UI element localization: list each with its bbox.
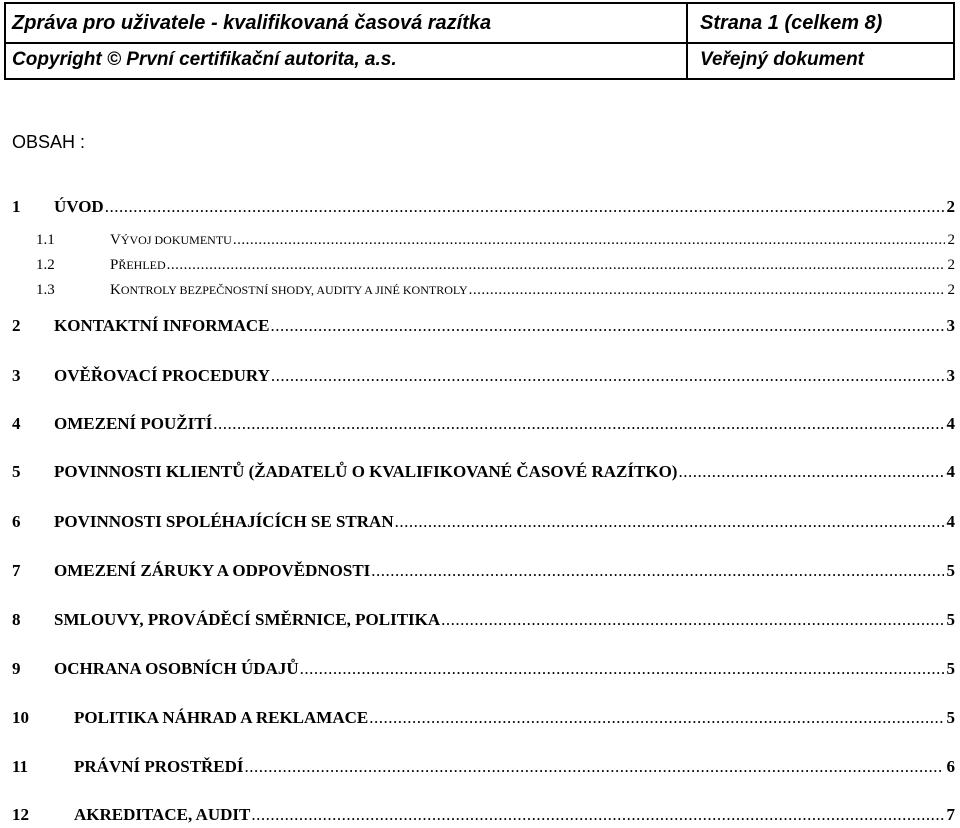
toc-entry-number: 1: [12, 197, 21, 216]
header-copyright: Copyright © První certifikační autorita, a.s.: [6, 42, 688, 78]
dot-leader: [213, 414, 943, 434]
toc-entry-12[interactable]: [12, 805, 955, 827]
toc-entry-number: 5: [12, 462, 21, 481]
toc-entry-11[interactable]: [12, 757, 955, 779]
toc-entry-8[interactable]: [12, 610, 955, 632]
toc-entry-page: 6: [946, 757, 955, 776]
toc-entry-page: 4: [946, 512, 955, 531]
toc-entry-page: 7: [946, 805, 955, 824]
toc-entry-label: OMEZENÍ ZÁRUKY A ODPOVĚDNOSTI: [54, 561, 371, 580]
header-title: Zpráva pro uživatele - kvalifikovaná časová razítka: [6, 4, 688, 42]
toc-entry-label: SMLOUVY, PROVÁDĚCÍ SMĚRNICE, POLITIKA: [54, 610, 441, 629]
toc-entry-1-3[interactable]: [12, 282, 955, 304]
toc-entry-number: 11: [12, 757, 29, 776]
toc-entry-9[interactable]: [12, 659, 955, 681]
toc-entry-label: OVĚŘOVACÍ PROCEDURY: [54, 366, 270, 385]
toc-entry-label: ÚVOD: [54, 197, 104, 216]
toc-entry-number: 1.1: [36, 232, 55, 248]
dot-leader: [245, 757, 944, 777]
header-page-info: Strana 1 (celkem 8): [700, 11, 883, 34]
toc-entry-page: 3: [946, 316, 955, 335]
toc-entry-1-2[interactable]: [12, 257, 955, 279]
toc-entry-label: VÝVOJ DOKUMENTU: [110, 232, 232, 248]
toc-entry-number: 3: [12, 366, 21, 385]
dot-leader: [233, 232, 945, 249]
dot-leader: [371, 561, 943, 581]
toc-entry-number: 9: [12, 659, 21, 678]
toc-entry-number: 12: [12, 805, 29, 824]
header-classification: Veřejný dokument: [700, 49, 865, 70]
toc-entry-page: 2: [947, 257, 955, 273]
toc-entry-label: PŘEHLED: [110, 257, 166, 273]
toc-entry-label: KONTROLY BEZPEČNOSTNÍ SHODY, AUDITY A JINÉ KONTROLY: [110, 282, 468, 298]
toc-entry-10[interactable]: [12, 708, 955, 730]
dot-leader: [441, 610, 943, 630]
dot-leader: [271, 366, 944, 386]
dot-leader: [469, 282, 945, 299]
toc-entry-number: 1.2: [36, 257, 55, 273]
toc-entry-label: OCHRANA OSOBNÍCH ÚDAJŮ: [54, 659, 299, 678]
dot-leader: [251, 805, 943, 825]
toc-entry-7[interactable]: [12, 561, 955, 583]
toc-entry-page: 2: [946, 197, 955, 216]
toc-entry-number: 7: [12, 561, 21, 580]
dot-leader: [395, 512, 944, 532]
toc-entry-label: KONTAKTNÍ INFORMACE: [54, 316, 270, 335]
toc-entry-page: 5: [946, 610, 955, 629]
dot-leader: [271, 316, 944, 336]
toc-entry-4[interactable]: [12, 414, 955, 436]
toc-entry-page: 5: [946, 659, 955, 678]
toc-entry-label: OMEZENÍ POUŽITÍ: [54, 414, 213, 433]
toc-entry-label: AKREDITACE, AUDIT: [74, 805, 251, 824]
dot-leader: [167, 257, 945, 274]
toc-entry-2[interactable]: [12, 316, 955, 338]
toc-entry-number: 10: [12, 708, 29, 727]
toc-entry-number: 6: [12, 512, 21, 531]
toc-entry-label: POVINNOSTI KLIENTŮ (ŽADATELŮ O KVALIFIKOVANÉ ČASOVÉ RAZÍTKO): [54, 462, 678, 481]
toc-entry-label: POLITIKA NÁHRAD A REKLAMACE: [74, 708, 369, 727]
toc-entry-number: 8: [12, 610, 21, 629]
toc-entry-page: 3: [946, 366, 955, 385]
toc-entry-3[interactable]: [12, 366, 955, 388]
toc-entry-number: 4: [12, 414, 21, 433]
dot-leader: [369, 708, 943, 728]
contents-title: OBSAH :: [12, 132, 86, 152]
toc-entry-page: 5: [946, 708, 955, 727]
dot-leader: [300, 659, 944, 679]
toc-entry-page: 2: [947, 282, 955, 298]
toc-entry-label: PRÁVNÍ PROSTŘEDÍ: [74, 757, 244, 776]
toc-entry-1[interactable]: [12, 197, 955, 219]
toc-entry-6[interactable]: [12, 512, 955, 534]
toc-entry-page: 5: [946, 561, 955, 580]
toc-entry-1-1[interactable]: [12, 232, 955, 254]
toc-entry-label: POVINNOSTI SPOLÉHAJÍCÍCH SE STRAN: [54, 512, 394, 531]
toc-entry-number: 1.3: [36, 282, 55, 298]
toc-entry-number: 2: [12, 316, 21, 335]
dot-leader: [105, 197, 944, 217]
toc-entry-page: 2: [947, 232, 955, 248]
toc-entry-page: 4: [946, 462, 955, 481]
toc-entry-page: 4: [946, 414, 955, 433]
dot-leader: [678, 462, 943, 482]
toc-entry-5[interactable]: [12, 462, 955, 484]
